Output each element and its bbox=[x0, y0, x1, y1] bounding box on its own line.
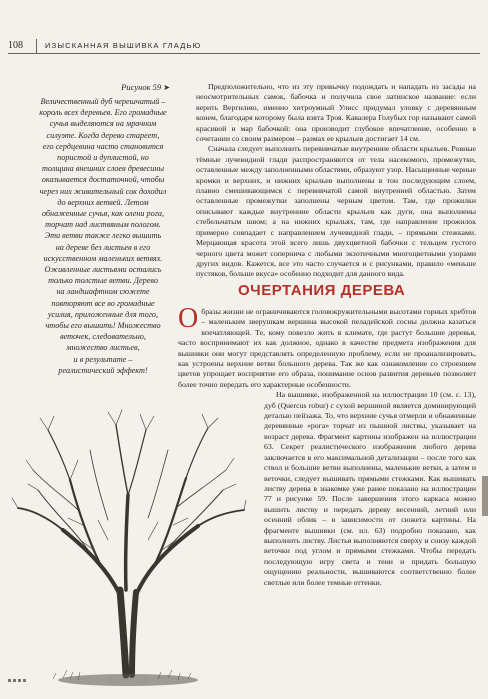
figure-reference-label: Рисунок 59 bbox=[121, 82, 162, 92]
caption-line: искусственном маленьких ветвях. bbox=[43, 253, 163, 263]
caption-line: сучья выделяются на мрачном bbox=[49, 119, 157, 129]
caption-line: пористой и дуплистой, но bbox=[57, 153, 149, 163]
figure-caption bbox=[28, 96, 178, 376]
footer-ornament bbox=[8, 676, 30, 684]
caption-line: обнаженные сучья, как олени рога, bbox=[41, 209, 165, 219]
caption-line: Величественный дуб черешчатый – bbox=[40, 97, 166, 106]
page-number: 108 bbox=[8, 40, 23, 51]
paragraph: Предположительно, что из эту привычку подождать и нападать из засады на неосмотрительных самок, бабочка и получила свое латинское название: если верить Вергилию, именно хитроумный Улисс придумал уловку с деревянным конем, благодаря которому была взята Троя. Кавалера Голубых гор называют самой красивой и мар бабочкой: она производит глубокое впечатление, особенно в сочетании со своим размером – размах ее крыльев достигает 14 см. bbox=[196, 82, 476, 144]
caption-line: толщина внешних слоев древесины bbox=[41, 164, 165, 174]
caption-line: Оживленные листьями остались bbox=[44, 265, 162, 275]
caption-line: до верхних ветвей. Летом bbox=[57, 197, 149, 207]
page-header bbox=[8, 38, 480, 54]
caption-line: оказывается достаточной, чтобы bbox=[41, 175, 165, 185]
section-continuation: На вышивке, изображенной на иллюстрации 10 (см. с. 13), дуб (Quercus robur) с сухой вершиной является доминирующей деталью пейзажа. То, что верхние сучья отмерли и обнаженные деревянные «рога» торчат из пышной листвы, указывает на возраст дерева. Фрагмент картины изображен на иллюстрации 63. Секрет реалистического изображения любого дерева заключается в его максимальной детализации – после того как ствол и большие ветви выполнены, маленькие ветки, а затем и веточки, следует вышивать прямыми стежками. Как вышивать листву дерева в знакомке уже ранее показано на иллюстрации 77 и рисунке 59. После завершения этого каркаса можно вышить листву и передать дереву весенний, летний или осенний облик – в зависимости от сюжета картины. На фрагменте вышивки (см. ил. 63) подробно показано, как выполнить листву. Листья выполняются сверху и снизу каждой веточки под углом и прямыми стежками. Чтобы передать последующую игру света и тени и придать большую ощущению реальности, вышиваются соответственно более светлые или более темные оттенки. bbox=[264, 390, 476, 587]
caption-line: Эти ветви также легко вышить bbox=[44, 231, 162, 241]
section-intro: бразы жизни не ограничиваются головокружительными высотами горных хребтов – маленьким зверушкам вершина высокой пеладейской сосны должна казаться впечатляющей. Те, кому повезло жить в климате, где растут большие деревья, часто воспринимают их как должное, однако в качестве предмета изображения для вышивки они могут представлять определенную проблему, если не проанализировать, как устроены верхние ветви большого дерева. Так же как ознакомление со строением цветов упрощает восприятие его образа, понимание основ развития деревьев позволяет более точно передать его характерные особенности. bbox=[178, 307, 476, 389]
caption-line: на дереве без листьев в его bbox=[55, 242, 151, 252]
caption-line: повторяют все во громадные bbox=[51, 298, 155, 308]
arrow-right-icon: ➤ bbox=[163, 83, 170, 92]
caption-line: только толстые ветви. Дерево bbox=[48, 276, 158, 286]
upper-body-text bbox=[196, 82, 476, 280]
running-title: ИЗЫСКАННАЯ ВЫШИВКА ГЛАДЬЮ bbox=[45, 41, 202, 50]
caption-line: множество листьев, bbox=[66, 343, 140, 353]
caption-line: через них живительный сок доходил bbox=[39, 186, 167, 196]
caption-line: король всех деревьев. Его громадные bbox=[39, 108, 167, 118]
caption-line: торчат над листвяным пологом. bbox=[45, 220, 161, 230]
caption-line: чтобы его вышить! Множество bbox=[45, 321, 161, 331]
page-edge-tab bbox=[482, 476, 488, 516]
dropcap: О bbox=[178, 303, 199, 334]
caption-line: силуэте. Когда дерево стареет, bbox=[46, 130, 160, 140]
caption-line: и в результате – bbox=[73, 354, 133, 364]
caption-line: на ландшафтном сюжете bbox=[56, 287, 150, 297]
figure-reference bbox=[28, 82, 178, 92]
section-title: ОЧЕРТАНИЯ ДЕРЕВА bbox=[238, 282, 406, 299]
header-divider bbox=[36, 39, 37, 53]
oak-tree-illustration bbox=[8, 400, 248, 690]
caption-line: усилия, приложенные для того, bbox=[47, 309, 159, 319]
paragraph: Сначала следует выполнить перевивчатые внутренние области крыльев. Ровные тёмные лучевидной глади распространяются от тела насекомого, промежутки, оставленные между заполненными областями, образуют узор. Насыщенные черные кромки и верхних, и нижних крыльев выполнены в тон последующим слоем, плавно смешивающимся с перевивчатой самой внутренней областью. Затем оставленные промежутки заполнены черным цветом. Там, где прожилки описывают каждые внутренние области крыльев как дуги, она выполнены стебельчатым швом; а на нижних крыльях, там, где направление прожилок примерно совпадает с направлением лучевидной глади, – прямыми стежками. Мерцающая красота этой всего лишь двухцветной бабочки с тельцем густого черного цвета может сопернича с любыми экзотичными многоцветными узорами других видов. Кажется, все это часто случается и с рисунками, правило «меньше пустяков, больше вкуса» особенно подходит для данного вида. bbox=[196, 144, 476, 279]
figure-caption-column bbox=[28, 82, 178, 376]
caption-line: веточек, следовательно, bbox=[60, 332, 146, 342]
caption-line: его сердцевина часто становится bbox=[42, 141, 164, 151]
caption-line: реалистический эффект! bbox=[58, 365, 148, 375]
